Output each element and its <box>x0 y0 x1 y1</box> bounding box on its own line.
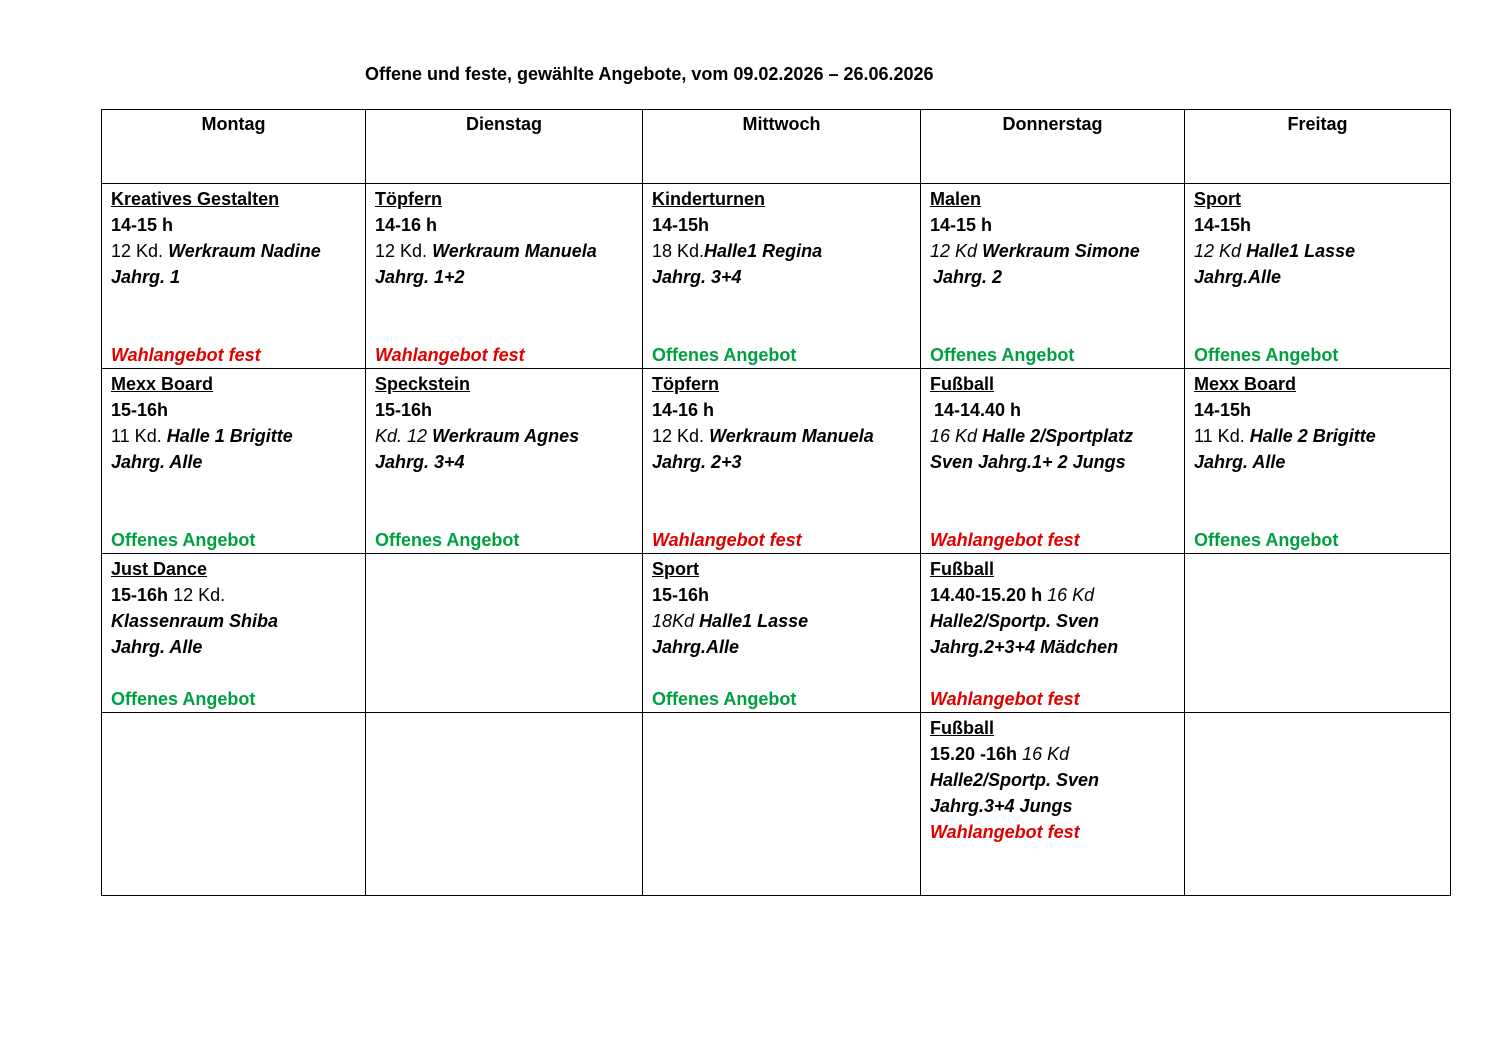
status-label: Wahlangebot fest <box>111 345 261 365</box>
activity-name: Fußball <box>930 374 994 394</box>
activity-time: 14-16 h <box>375 215 438 235</box>
activity-grade: Jahrg. 2 <box>933 267 1003 287</box>
table-cell <box>921 184 1185 369</box>
status-label: Offenes Angebot <box>1194 530 1339 550</box>
status-label: Offenes Angebot <box>375 530 520 550</box>
activity-time: 14-15h <box>1194 400 1252 420</box>
activity-grade: Jahrg. Alle <box>1194 452 1286 472</box>
activity-place: Halle1 Lasse <box>1246 241 1356 261</box>
activity-grade: Jahrg.3+4 Jungs <box>930 796 1073 816</box>
activity-place: Werkraum Manuela <box>709 426 874 446</box>
status-label: Wahlangebot fest <box>375 345 525 365</box>
activity-place: Halle2/Sportp. Sven <box>930 611 1100 631</box>
kids-count: 12 Kd. <box>652 426 705 446</box>
kids-count: 16 Kd <box>1047 585 1095 605</box>
activity-name: Sport <box>652 559 699 579</box>
kids-count: 12 Kd. <box>173 585 226 605</box>
status-label: Offenes Angebot <box>652 689 797 709</box>
activity-grade: Jahrg. Alle <box>111 637 203 657</box>
table-cell <box>102 554 366 713</box>
activity-name: Just Dance <box>111 559 208 579</box>
activity-name: Sport <box>1194 189 1241 209</box>
activity-place: Werkraum Nadine <box>168 241 321 261</box>
table-cell <box>366 184 643 369</box>
activity-place: Halle 2 Brigitte <box>1249 426 1376 446</box>
table-row <box>102 184 1451 369</box>
kids-count: 18Kd <box>652 611 695 631</box>
activity-place: Halle1 Regina <box>704 241 823 261</box>
activity-name: Speckstein <box>375 374 471 394</box>
table-cell-empty <box>1185 554 1451 713</box>
activity-grade: Jahrg.Alle <box>1194 267 1282 287</box>
activity-grade: Sven Jahrg.1+ 2 Jungs <box>930 452 1126 472</box>
table-cell <box>102 184 366 369</box>
table-row <box>102 554 1451 713</box>
status-label: Offenes Angebot <box>1194 345 1339 365</box>
activity-place: Halle1 Lasse <box>699 611 809 631</box>
table-cell-empty <box>1185 713 1451 896</box>
activity-time: 15-16h <box>652 585 710 605</box>
activity-place: Werkraum Simone <box>982 241 1140 261</box>
status-label: Offenes Angebot <box>930 345 1075 365</box>
kids-count: 12 Kd. <box>375 241 428 261</box>
kids-count: 12 Kd <box>1194 241 1242 261</box>
activity-name: Fußball <box>930 559 994 579</box>
activity-time: 15.20 -16h <box>930 744 1018 764</box>
table-cell-empty <box>366 713 643 896</box>
activity-name: Kreatives Gestalten <box>111 189 280 209</box>
kids-count: 16 Kd <box>1022 744 1070 764</box>
activity-time: 14-16 h <box>652 400 715 420</box>
status-label: Offenes Angebot <box>652 345 797 365</box>
table-cell <box>921 554 1185 713</box>
activity-place: Halle 1 Brigitte <box>166 426 293 446</box>
day-header-montag: Montag <box>102 110 366 184</box>
header-row <box>102 110 1451 184</box>
kids-count: 11 Kd. <box>111 426 162 446</box>
activity-grade: Jahrg.Alle <box>652 637 740 657</box>
day-header-donnerstag: Donnerstag <box>921 110 1185 184</box>
status-label: Wahlangebot fest <box>930 689 1080 709</box>
kids-count: 11 Kd. <box>1194 426 1245 446</box>
activity-place: Werkraum Manuela <box>432 241 597 261</box>
day-header-mittwoch: Mittwoch <box>643 110 921 184</box>
table-cell <box>1185 184 1451 369</box>
activity-time: 15-16h <box>111 585 169 605</box>
status-label: Offenes Angebot <box>111 530 256 550</box>
table-cell <box>643 554 921 713</box>
status-label: Wahlangebot fest <box>930 822 1080 842</box>
activity-name: Malen <box>930 189 982 209</box>
day-header-dienstag: Dienstag <box>366 110 643 184</box>
activity-name: Töpfern <box>375 189 442 209</box>
activity-name: Mexx Board <box>1194 374 1297 394</box>
table-row <box>102 369 1451 554</box>
table-cell-empty <box>102 713 366 896</box>
activity-grade: Jahrg. 1 <box>111 267 181 287</box>
table-cell <box>643 184 921 369</box>
table-cell <box>1185 369 1451 554</box>
status-label: Wahlangebot fest <box>652 530 802 550</box>
activity-time: 14-15 h <box>111 215 174 235</box>
status-label: Wahlangebot fest <box>930 530 1080 550</box>
activity-place: Halle2/Sportp. Sven <box>930 770 1100 790</box>
activity-name: Kinderturnen <box>652 189 766 209</box>
table-cell <box>366 369 643 554</box>
activity-place: Halle 2/Sportplatz <box>982 426 1134 446</box>
activity-time: 14-15h <box>652 215 710 235</box>
activity-time: 14-15h <box>1194 215 1252 235</box>
kids-count: 12 Kd. <box>111 241 164 261</box>
activity-grade: Jahrg.2+3+4 Mädchen <box>930 637 1119 657</box>
table-cell <box>102 369 366 554</box>
schedule-table <box>101 109 1451 896</box>
activity-name: Mexx Board <box>111 374 214 394</box>
table-cell <box>643 369 921 554</box>
activity-time: 15-16h <box>375 400 433 420</box>
activity-place: Klassenraum Shiba <box>111 611 279 631</box>
activity-grade: Jahrg. Alle <box>111 452 203 472</box>
kids-count: Kd. 12 <box>375 426 428 446</box>
activity-time: 15-16h <box>111 400 169 420</box>
activity-grade: Jahrg. 2+3 <box>652 452 742 472</box>
activity-name: Töpfern <box>652 374 719 394</box>
activity-grade: Jahrg. 3+4 <box>652 267 742 287</box>
table-cell <box>921 713 1185 896</box>
day-header-freitag: Freitag <box>1185 110 1451 184</box>
activity-place: Werkraum Agnes <box>432 426 580 446</box>
kids-count: 12 Kd <box>930 241 978 261</box>
status-label: Offenes Angebot <box>111 689 256 709</box>
page-title: Offene und feste, gewählte Angebote, vom 09.02.2026 – 26.06.2026 <box>365 64 934 84</box>
activity-time: 14.40-15.20 h <box>930 585 1043 605</box>
activity-time: 14-15 h <box>930 215 993 235</box>
table-cell-empty <box>366 554 643 713</box>
activity-name: Fußball <box>930 718 994 738</box>
kids-count: 16 Kd <box>930 426 978 446</box>
activity-time: 14-14.40 h <box>934 400 1022 420</box>
activity-grade: Jahrg. 1+2 <box>375 267 465 287</box>
activity-grade: Jahrg. 3+4 <box>375 452 465 472</box>
table-cell-empty <box>643 713 921 896</box>
kids-count: 18 Kd. <box>652 241 705 261</box>
table-row <box>102 713 1451 896</box>
table-cell <box>921 369 1185 554</box>
